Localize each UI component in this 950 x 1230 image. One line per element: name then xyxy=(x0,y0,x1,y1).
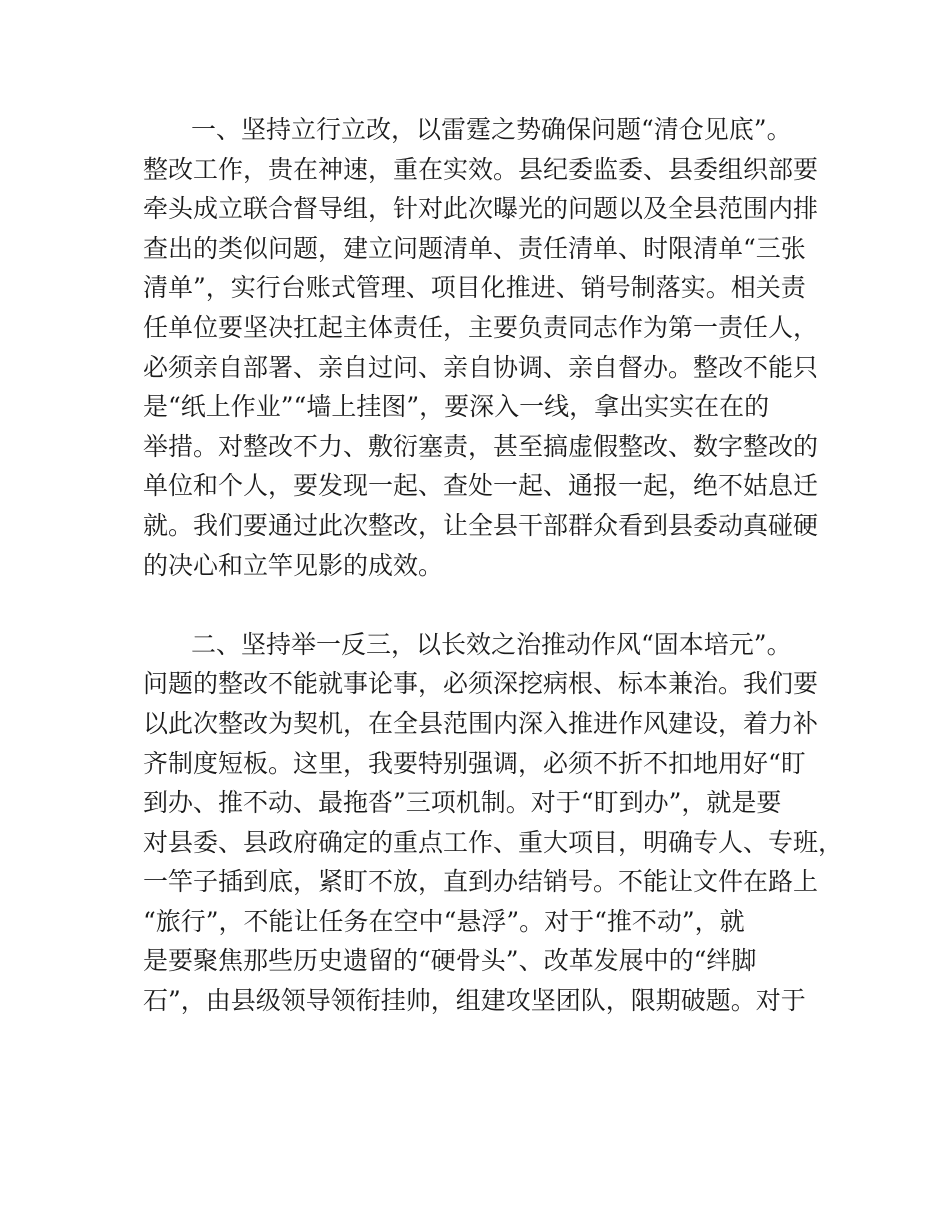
text-line: 清单”，实行台账式管理、项目化推进、销号制落实。相关责 xyxy=(143,273,806,303)
text-line: 一竿子插到底，紧盯不放，直到办结销号。不能让文件在路上 xyxy=(143,867,819,897)
text-line: 齐制度短板。这里，我要特别强调，必须不折不扣地用好“盯 xyxy=(143,748,806,778)
text-line: 的决心和立竿见影的成效。 xyxy=(143,550,444,580)
text-line: 任单位要坚决扛起主体责任，主要负责同志作为第一责任人， xyxy=(143,312,819,342)
text-line: “旅行”，不能让任务在空中“悬浮”。对于“推不动”，就 xyxy=(143,906,745,936)
document-body xyxy=(143,110,844,1021)
text-line: 到办、推不动、最拖沓”三项机制。对于“盯到办”，就是要 xyxy=(143,788,782,818)
paragraph-2 xyxy=(143,625,844,1021)
text-line: 石”，由县级领导领衔挂帅，组建攻坚团队，限期破题。对于 xyxy=(143,986,806,1016)
text-line: 一、坚持立行立改，以雷霆之势确保问题“清仓见底”。 xyxy=(191,115,792,144)
paragraph-spacer xyxy=(143,585,833,625)
text-line: 对县委、县政府确定的重点工作、重大项目，明确专人、专班， xyxy=(143,827,844,857)
text-line: 单位和个人，要发现一起、查处一起、通报一起，绝不姑息迁 xyxy=(143,471,819,501)
text-line: 以此次整改为契机，在全县范围内深入推进作风建设，着力补 xyxy=(143,708,819,738)
text-line: 查出的类似问题，建立问题清单、责任清单、时限清单“三张 xyxy=(143,233,806,263)
text-line: 二、坚持举一反三，以长效之治推动作风“固本培元”。 xyxy=(191,629,792,659)
text-line: 就。我们要通过此次整改，让全县干部群众看到县委动真碰硬 xyxy=(143,510,819,540)
text-line: 是要聚焦那些历史遗留的“硬骨头”、改革发展中的“绊脚 xyxy=(143,946,757,976)
paragraph-1 xyxy=(143,110,833,585)
text-line: 必须亲自部署、亲自过问、亲自协调、亲自督办。整改不能只 xyxy=(143,352,819,382)
text-line: 牵头成立联合督导组，针对此次曝光的问题以及全县范围内排 xyxy=(143,194,819,224)
text-line: 问题的整改不能就事论事，必须深挖病根、标本兼治。我们要 xyxy=(143,669,819,699)
text-line: 整改工作，贵在神速，重在实效。县纪委监委、县委组织部要 xyxy=(143,154,819,184)
text-line: 是“纸上作业”“墙上挂图”，要深入一线，拿出实实在在的 xyxy=(143,392,770,422)
text-line: 举措。对整改不力、敷衍塞责，甚至搞虚假整改、数字整改的 xyxy=(143,431,819,461)
